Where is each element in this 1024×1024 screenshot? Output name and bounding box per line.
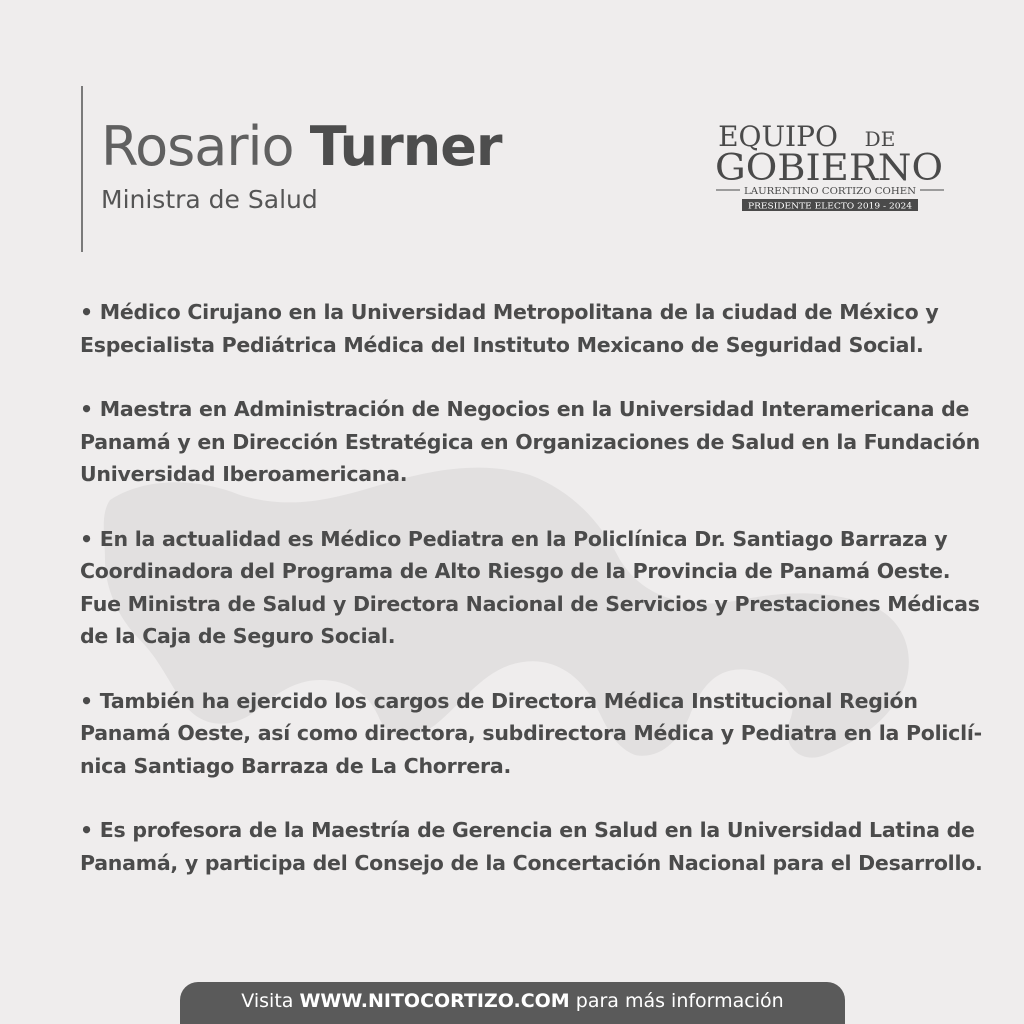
bullet-line: Panamá y en Dirección Estratégica en Organizaciones de Salud en la Fundación [80,429,980,454]
bullet-line: • Es profesora de la Maestría de Gerencia en Salud en la Universidad Latina de [80,818,975,842]
person-role: Ministra de Salud [101,185,318,214]
bio-bullet-4 [80,685,982,783]
bullet-line: Panamá Oeste, así como directora, subdirectora Médica y Pediatra en la Policlí- [80,721,982,745]
logo-line1a: EQUIPO [718,120,838,153]
footer-url-link[interactable]: WWW.NITOCORTIZO.COM [299,990,570,1012]
bullet-line: • Maestra en Administración de Negocios en la Universidad Interamericana de [80,397,970,421]
bio-bullet-5 [80,814,983,879]
bullet-line: de la Caja de Seguro Social. [80,624,396,648]
bio-bullet-3 [80,523,980,653]
bullet-line: Fue Ministra de Salud y Directora Nacional de Servicios y Prestaciones Médicas [80,591,980,616]
bullet-line: Panamá, y participa del Consejo de la Concertación Nacional para el Desarrollo. [80,850,983,875]
logo-line2: GOBIERNO [715,148,943,189]
bio-bullet-2 [80,393,980,491]
bio-bullet-1 [80,296,960,361]
equipo-de-gobierno-logo [712,118,948,214]
bullet-line: Universidad Iberoamericana. [80,462,408,486]
bullet-line: • Médico Cirujano en la Universidad Metropolitana de la ciudad de México y [80,300,939,324]
header-divider [81,86,83,252]
bullet-line: • En la actualidad es Médico Pediatra en la Policlínica Dr. Santiago Barraza y [80,526,948,551]
bullet-line: nica Santiago Barraza de La Chorrera. [80,753,511,778]
last-name: Turner [309,115,502,178]
logo-line4: PRESIDENTE ELECTO 2019 - 2024 [748,201,912,211]
bullet-line: Coordinadora del Programa de Alto Riesgo de la Provincia de Panamá Oeste. [80,559,951,583]
first-name: Rosario [101,115,294,178]
logo-line3: LAURENTINO CORTIZO COHEN [744,187,917,197]
footer-prefix: Visita [241,990,300,1012]
person-name [101,112,501,182]
logo-line1b: DE [864,127,896,151]
footer-banner [180,982,845,1024]
bullet-line: Especialista Pediátrica Médica del Instituto Mexicano de Seguridad Social. [80,332,924,357]
bullet-line: • También ha ejercido los cargos de Directora Médica Institucional Región [80,688,918,713]
bio-bullets [80,296,983,911]
footer-suffix: para más información [569,990,784,1012]
